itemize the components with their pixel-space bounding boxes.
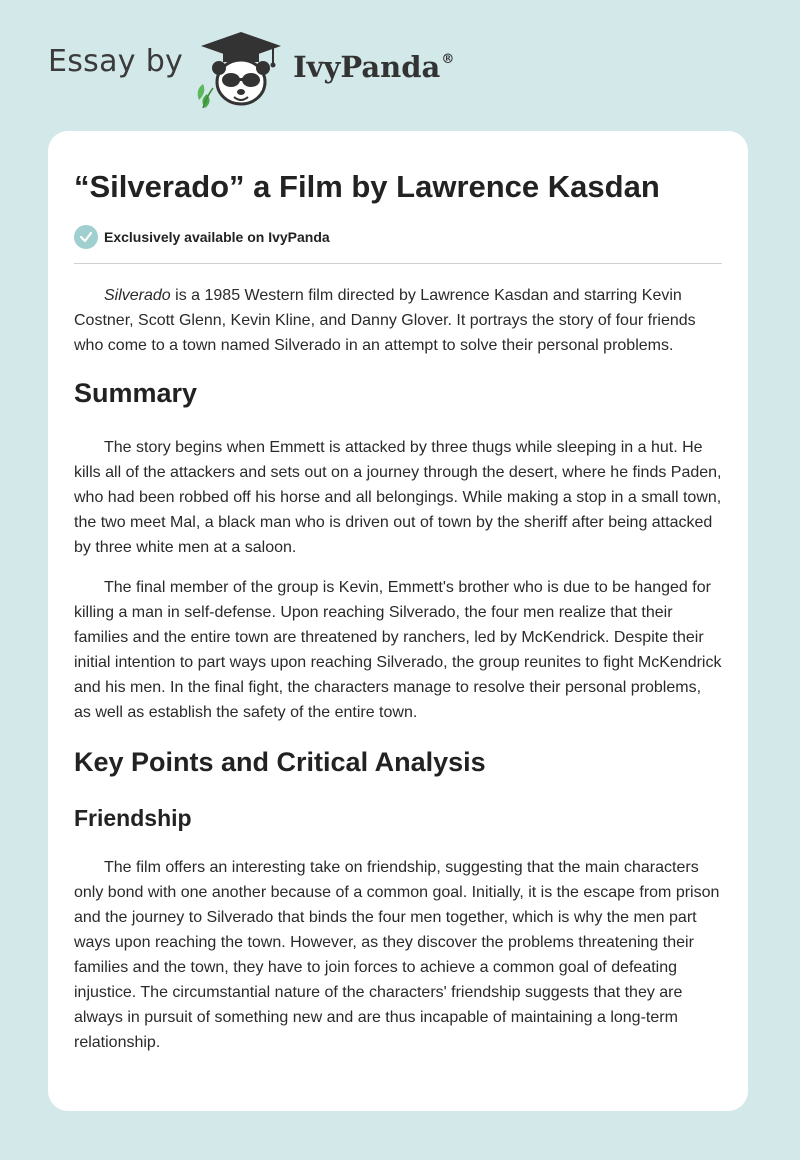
friendship-paragraph: The film offers an interesting take on friendship, suggesting that the main characters only bond with one another because of a common goal. Initially, it is the escape from prison and the journey to Silverado that binds the four men together, which is why the men part ways upon reaching the town. However, as they discover the problems threatening their families and the town, they have to join forces to achieve a common goal of defeating injustice. The circumstantial nature of the characters' friendship suggests that they are always in pursuit of something new and are thus incapable of maintaining a long-term relationship. — [74, 859, 720, 1051]
exclusive-text: Exclusively available on IvyPanda — [104, 229, 330, 245]
summary-paragraph-1: The story begins when Emmett is attacked by three thugs while sleeping in a hut. He kills all of the attackers and sets out on a journey through the desert, where he finds Paden, who had been robbed off his horse and all belongings. While making a stop in a small town, the two meet Mal, a black man who is driven out of town by the sheriff after being attacked by three white men at a saloon. — [74, 439, 722, 556]
intro-paragraph: Silverado is a 1985 Western film directed by Lawrence Kasdan and starring Kevin Costner, Scott Glenn, Kevin Kline, and Danny Glover. It portrays the story of four friends who come to a town named Silverado in an attempt to solve their personal problems. — [74, 287, 696, 354]
site-header — [48, 30, 454, 110]
summary-paragraph-2: The final member of the group is Kevin, Emmett's brother who is due to be hanged for killing a man in self-defense. Upon reaching Silverado, the four men realize that their families and the entire town are threatened by ranchers, led by McKendrick. Despite their initial intention to part ways upon reaching Silverado, the group reunites to fight McKendrick and his men. In the final fight, the characters manage to resolve their personal problems, as well as establish the safety of the entire town. — [74, 579, 722, 721]
checkmark-icon — [74, 225, 98, 249]
registered-mark: ® — [441, 52, 455, 67]
friendship-heading: Friendship — [74, 805, 192, 831]
analysis-heading: Key Points and Critical Analysis — [74, 747, 486, 777]
brand-name[interactable]: IvyPanda® — [293, 50, 455, 84]
summary-heading: Summary — [74, 378, 198, 408]
page-title: “Silverado” a Film by Lawrence Kasdan — [74, 169, 660, 204]
exclusive-badge — [74, 225, 722, 264]
film-title-italic: Silverado — [104, 287, 171, 304]
essay-by-label: Essay by — [48, 43, 184, 79]
essay-card — [48, 131, 748, 1111]
ivypanda-logo-icon[interactable] — [193, 30, 289, 110]
